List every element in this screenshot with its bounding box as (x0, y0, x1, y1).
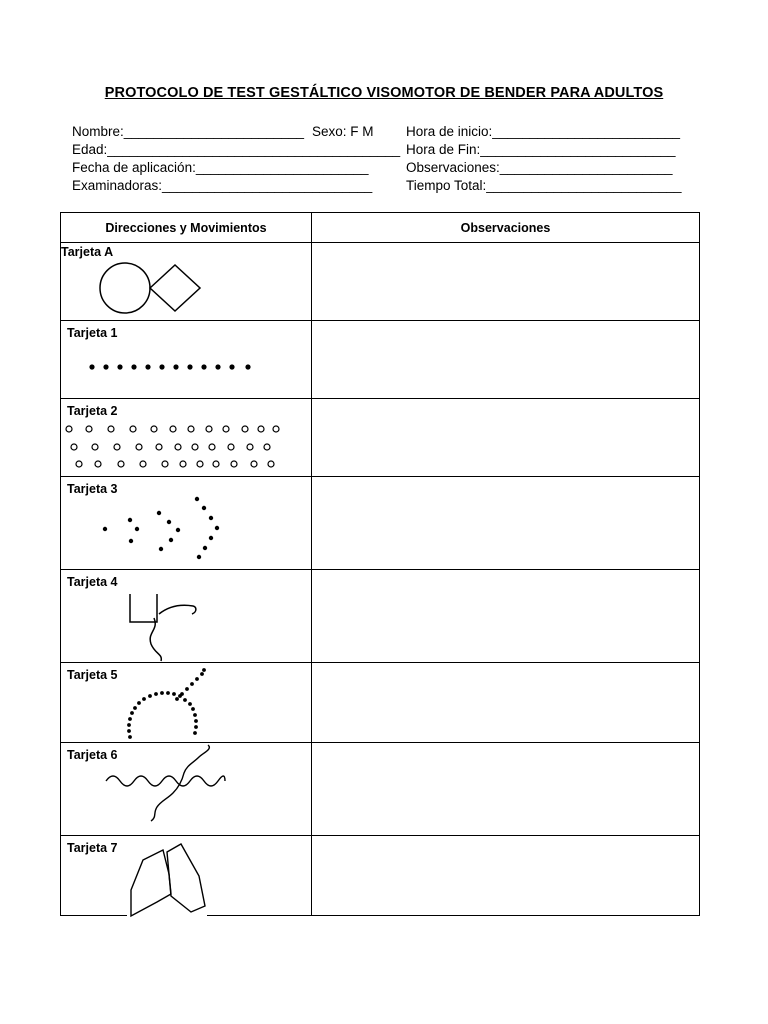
header-observaciones: Observaciones (312, 213, 700, 243)
tiempo-total-field[interactable]: Tiempo Total:__________________________ (406, 178, 682, 193)
observaciones-cell[interactable] (312, 663, 700, 743)
hora-fin-field[interactable]: Hora de Fin:__________________________ (406, 142, 676, 157)
table-row (61, 243, 700, 321)
card-label: Tarjeta 2 (67, 404, 118, 418)
table-row (61, 321, 700, 399)
card-6-figure (61, 743, 311, 836)
card-label: Tarjeta A (61, 245, 114, 259)
card-7-figure (61, 836, 311, 918)
observaciones-field[interactable]: Observaciones:_______________________ (406, 160, 673, 175)
observaciones-cell[interactable] (312, 570, 700, 663)
card-1-figure (61, 321, 311, 399)
header-direcciones: Direcciones y Movimientos (61, 213, 312, 243)
page-title: PROTOCOLO DE TEST GESTÁLTICO VISOMOTOR DE BENDER PARA ADULTOS (104, 85, 664, 101)
card-label: Tarjeta 6 (67, 748, 118, 762)
protocol-table (60, 212, 700, 916)
table-row (61, 477, 700, 570)
observaciones-cell[interactable] (312, 399, 700, 477)
table-row (61, 399, 700, 477)
table-row (61, 836, 700, 916)
examinadoras-field[interactable]: Examinadoras:____________________________ (72, 178, 373, 193)
figure-cell (61, 570, 312, 663)
table-row (61, 570, 700, 663)
observaciones-cell[interactable] (312, 321, 700, 399)
sexo-field[interactable]: Sexo: F M (312, 124, 374, 139)
figure-cell (61, 321, 312, 399)
figure-cell (61, 243, 312, 321)
edad-field[interactable]: Edad:_______________________________________ (72, 142, 401, 157)
observaciones-cell[interactable] (312, 836, 700, 916)
fecha-aplicacion-field[interactable]: Fecha de aplicación:_______________________ (72, 160, 369, 175)
nombre-field[interactable]: Nombre:________________________ (72, 124, 304, 139)
figure-cell (61, 399, 312, 477)
figure-cell (61, 836, 312, 916)
card-label: Tarjeta 1 (67, 326, 118, 340)
figure-cell (61, 477, 312, 570)
observaciones-cell[interactable] (312, 743, 700, 836)
card-label: Tarjeta 3 (67, 482, 118, 496)
observaciones-cell[interactable] (312, 477, 700, 570)
table-row (61, 743, 700, 836)
card-label: Tarjeta 7 (67, 841, 118, 855)
table-row (61, 663, 700, 743)
observaciones-cell[interactable] (312, 243, 700, 321)
card-5-figure (61, 663, 311, 743)
card-4-figure (61, 570, 311, 663)
figure-cell (61, 663, 312, 743)
card-a-figure (61, 243, 311, 321)
card-label: Tarjeta 4 (67, 575, 118, 589)
figure-cell (61, 743, 312, 836)
card-2-figure (61, 399, 311, 477)
table-header-row (61, 213, 700, 243)
hora-inicio-field[interactable]: Hora de inicio:_________________________ (406, 124, 680, 139)
card-label: Tarjeta 5 (67, 668, 118, 682)
card-3-figure (61, 477, 311, 570)
